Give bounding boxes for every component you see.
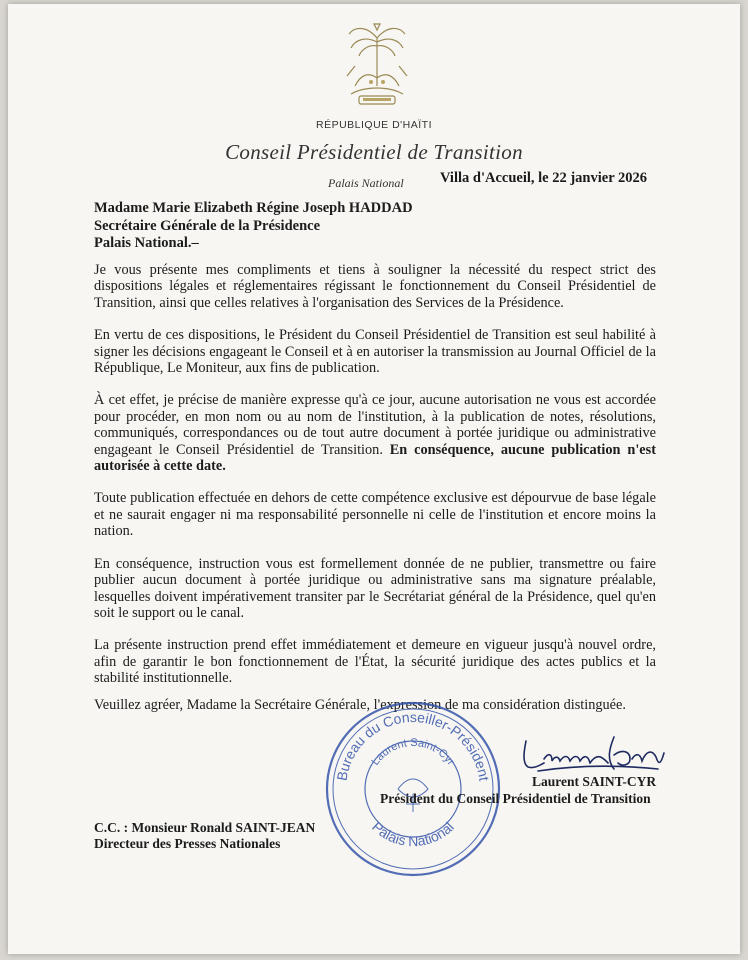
letter-body: [94, 262, 656, 703]
signatory-name: Laurent SAINT-CYR: [532, 774, 657, 789]
recipient-title: Secrétaire Générale de la Présidence: [94, 217, 321, 234]
stamp-inner-text: Laurent Saint-Cyr: [369, 736, 457, 768]
paragraph: Je vous présente mes compliments et tiens à souligner la nécessité du respect strict des dispositions légales et réglementaires régissant le fonctionnement du Conseil Présidentiel de Transition, ainsi que celles relatives à l'organisation des Services de la Présidence.: [94, 262, 656, 311]
handwritten-signature: [518, 729, 668, 779]
recipient-office: Palais National.–: [94, 235, 199, 251]
stamp-outer-text: Bureau du Conseiller-Président: [333, 709, 493, 782]
palace-subheading: Palais National: [328, 176, 404, 190]
paragraph: Toute publication effectuée en dehors de cette compétence exclusive est dépourvue de base légale et ne saurait engager ni ma responsabilité personnelle ni celle de l'institution et encore moins la nation.: [94, 490, 656, 540]
paragraph: En conséquence, instruction vous est formellement donnée de ne publier, transmettre ou faire publier aucun document à portée juridique ou administrative sans ma signature préalable, lesquelles doivent impérativement transiter par le Secrétariat général de la Présidence, quel qu'en soit le support ou le canal.: [94, 555, 656, 621]
coat-of-arms-icon: [341, 16, 413, 116]
republic-heading: RÉPUBLIQUE D'HAÏTI: [315, 119, 433, 131]
paragraph-text: À cet effet, je précise de manière expresse qu'à ce jour, aucune autorisation ne vous est accordée pour procéder, en mon nom ou au nom de l'institution, à la publication de notes, résolutions, communiqués, correspondances ou de tout autre document à portée juridique ou administrative engageant le Conseil Présidentiel de Transition.: [94, 392, 656, 458]
signatory-title: Président du Conseil Présidentiel de Transition: [380, 791, 651, 806]
cc-block: [94, 820, 315, 852]
paragraph: En vertu de ces dispositions, le Président du Conseil Présidentiel de Transition est seul habilité à signer les décisions engageant le Conseil et à en autoriser la transmission au Journal Officiel de la République, Le Moniteur, aux fins de publication.: [94, 327, 656, 377]
official-stamp: [318, 694, 508, 884]
paragraph: [94, 392, 656, 474]
cc-recipient: C.C. : Monsieur Ronald SAINT-JEAN: [94, 820, 316, 835]
dateline: Villa d'Accueil, le 22 janvier 2026: [440, 170, 648, 186]
recipient-name: Madame Marie Elizabeth Régine Joseph HADDAD: [94, 200, 413, 216]
paragraph-emphasis: En conséquence, aucune publication n'est autorisée à cette date.: [94, 441, 656, 475]
closing-formula: Veuillez agréer, Madame la Secrétaire Générale, l'expression de ma considération distinguée.: [94, 697, 626, 713]
stamp-bottom-text: Palais National: [369, 818, 457, 850]
cc-recipient-title: Directeur des Presses Nationales: [94, 836, 281, 851]
letter-page: [8, 4, 740, 954]
paragraph: La présente instruction prend effet immédiatement et demeure en vigueur jusqu'à nouvel ordre, afin de garantir le bon fonctionnement de l'État, la sécurité juridique des actes publics et la stabilité institutionnelle.: [94, 637, 656, 687]
recipient-block: [94, 200, 413, 253]
council-heading: Conseil Présidentiel de Transition: [225, 140, 523, 164]
